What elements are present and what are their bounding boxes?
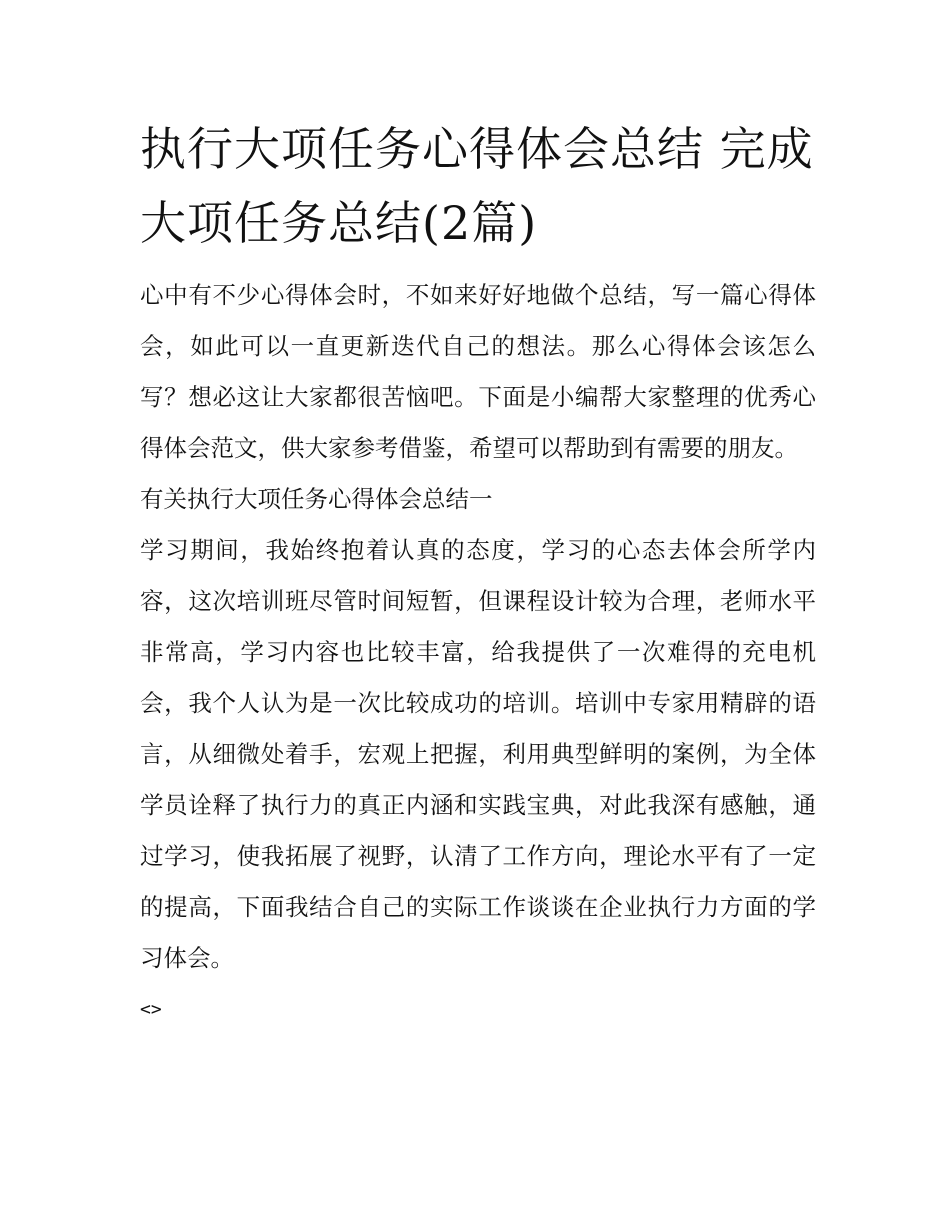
intro-paragraph: 心中有不少心得体会时，不如来好好地做个总结，写一篇心得体会，如此可以一直更新迭代自己的想法。那么心得体会该怎么写？想必这让大家都很苦恼吧。下面是小编帮大家整理的优秀心得体会范文，供大家参考借鉴，希望可以帮助到有需要的朋友。: [140, 281, 816, 462]
section-heading: 有关执行大项任务心得体会总结一: [140, 485, 493, 513]
document-page: [140, 112, 816, 1035]
end-marker: <>: [140, 999, 162, 1020]
document-title: 执行大项任务心得体会总结 完成大项任务总结(2篇): [140, 122, 814, 250]
body-paragraph: 学习期间，我始终抱着认真的态度，学习的心态去体会所学内容，这次培训班尽管时间短暂，但课程设计较为合理，老师水平非常高，学习内容也比较丰富，给我提供了一次难得的充电机会，我个人认为是一次比较成功的培训。培训中专家用精辟的语言，从细微处着手，宏观上把握，利用典型鲜明的案例，为全体学员诠释了执行力的真正内涵和实践宝典，对此我深有感触，通过学习，使我拓展了视野，认清了工作方向，理论水平有了一定的提高，下面我结合自己的实际工作谈谈在企业执行力方面的学习体会。: [140, 536, 816, 972]
